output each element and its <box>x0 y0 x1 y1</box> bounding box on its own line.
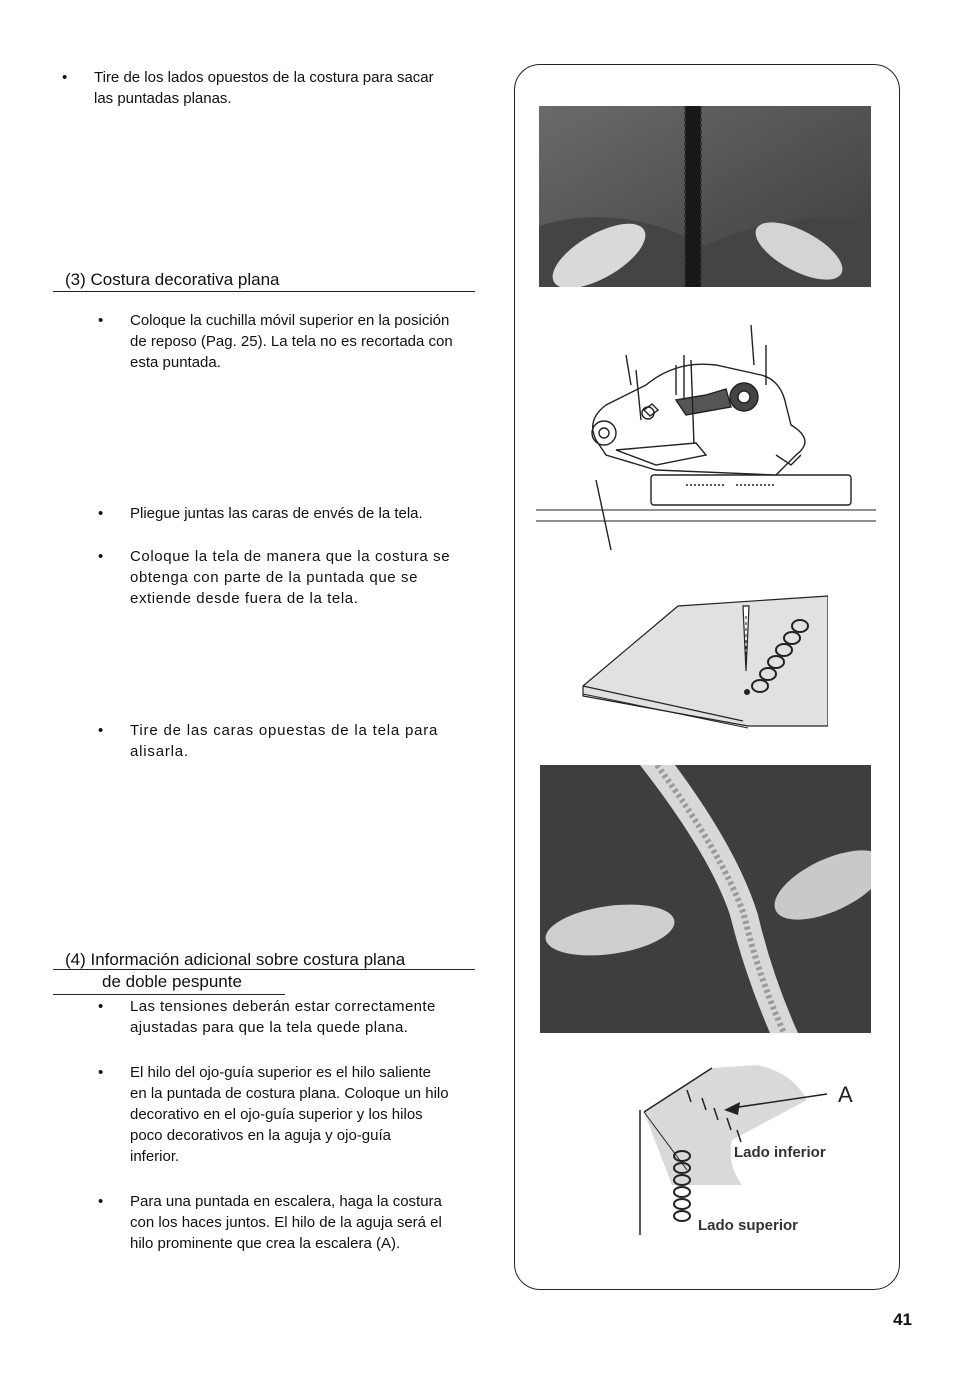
page-number: 41 <box>893 1310 912 1329</box>
bullet-text: Coloque la cuchilla móvil superior en la posición de reposo (Pag. 25). La tela no es recortada con esta puntada. <box>130 312 453 371</box>
bullet-ladder-stitch <box>98 1191 475 1254</box>
photo-pulling-seam <box>539 106 871 287</box>
bullet-pull-seam <box>62 67 474 109</box>
folded-fabric-drawing <box>578 586 828 731</box>
bullet-dot: • <box>98 1193 104 1210</box>
section-heading-3: (3) Costura decorativa plana <box>65 270 280 289</box>
bullet-text: Tire de los lados opuestos de la costura para sacar las puntadas planas. <box>94 69 434 107</box>
heading-rule-4a <box>53 969 475 970</box>
machine-drawing <box>536 325 882 555</box>
bullet-dot: • <box>62 69 68 86</box>
bullet-place-fabric <box>98 546 475 609</box>
bullet-dot: • <box>98 548 104 565</box>
label-a: A <box>838 1082 853 1107</box>
bullet-upper-looper <box>98 1062 475 1167</box>
bullet-knife-position <box>98 310 475 373</box>
bullet-text: Pliegue juntas las caras de envés de la tela. <box>130 505 423 522</box>
bullet-smooth-fabric <box>98 720 475 762</box>
label-upper-side: Lado superior <box>698 1217 799 1234</box>
bullet-text: Coloque la tela de manera que la costura se obtenga con parte de la puntada que se extiende desde fuera de la tela. <box>130 548 451 607</box>
section-heading-4-line2: de doble pespunte <box>102 972 242 991</box>
bullet-text: Tire de las caras opuestas de la tela para alisarla. <box>130 722 439 760</box>
bullet-tensions <box>98 996 475 1038</box>
bullet-dot: • <box>98 312 104 329</box>
bullet-text: Para una puntada en escalera, haga la costura con los haces juntos. El hilo de la aguja será el hilo prominente que crea la escalera (A). <box>130 1193 442 1252</box>
photo-flat-seam <box>540 765 871 1033</box>
heading-rule-3 <box>53 291 475 292</box>
ladder-stitch-diagram <box>632 1060 862 1240</box>
bullet-fold-fabric <box>98 503 475 524</box>
bullet-dot: • <box>98 505 104 522</box>
bullet-text: El hilo del ojo-guía superior es el hilo saliente en la puntada de costura plana. Coloque un hilo decorativo en el ojo-guía superior y los hilos poco decorativos en la aguja y ojo-guía inferior. <box>130 1064 449 1165</box>
bullet-dot: • <box>98 722 105 739</box>
heading-rule-4b <box>53 994 285 995</box>
label-lower-side: Lado inferior <box>734 1144 826 1161</box>
bullet-text: Las tensiones deberán estar correctamente ajustadas para que la tela quede plana. <box>130 998 436 1036</box>
section-heading-4-line1: (4) Información adicional sobre costura plana <box>65 950 406 969</box>
bullet-dot: • <box>98 1064 104 1081</box>
bullet-dot: • <box>98 998 104 1015</box>
